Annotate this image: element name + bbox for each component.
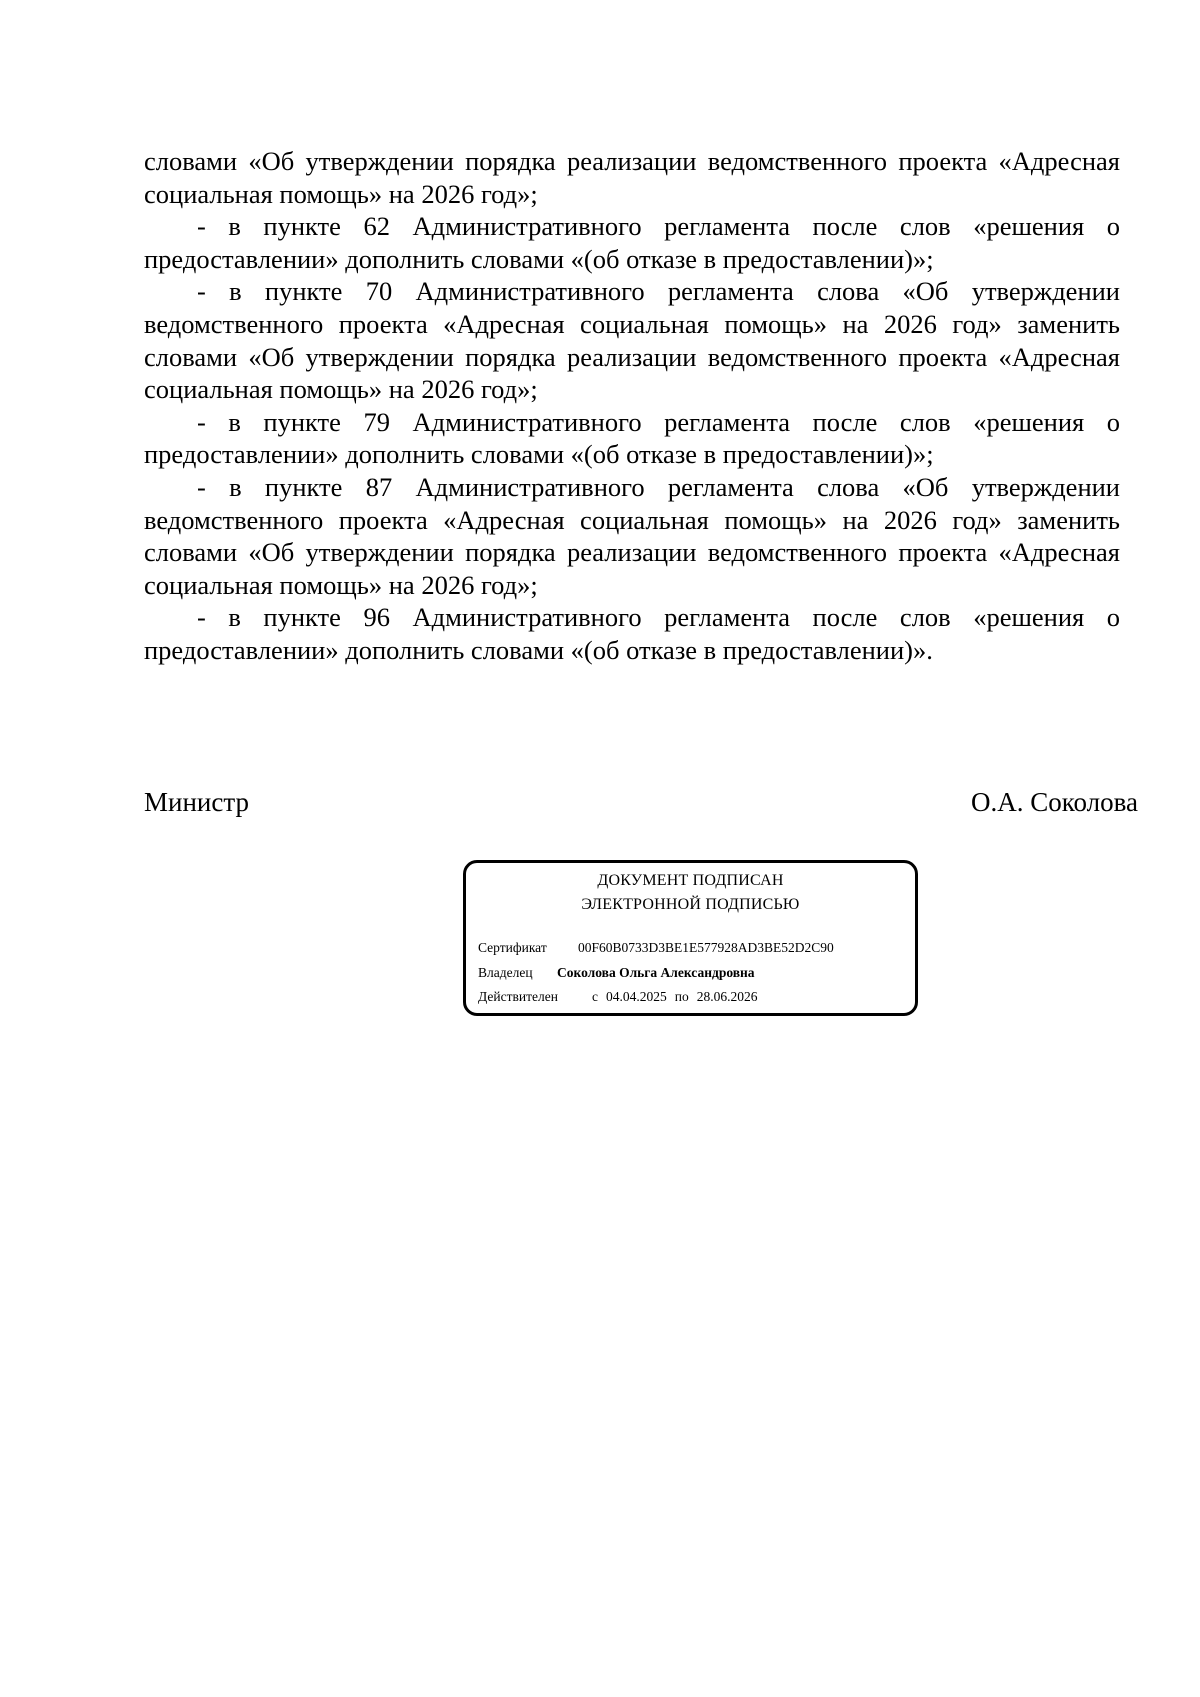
owner-value: Соколова Ольга Александровна <box>557 965 755 980</box>
valid-from-prefix: с <box>592 989 598 1004</box>
stamp-owner-row <box>478 964 755 982</box>
stamp-validity-row <box>478 988 757 1006</box>
signer-position: Министр <box>144 787 249 817</box>
paragraph-item-62: - в пункте 62 Административного регламента после слов «решения о предоставлении» дополнить словами «(об отказе в предоставлении)»; <box>144 211 1120 274</box>
certificate-value: 00F60B0733D3BE1E577928AD3BE52D2C90 <box>578 940 834 955</box>
validity-label: Действителен <box>478 989 558 1004</box>
stamp-certificate-row <box>478 939 834 957</box>
paragraph-item-70: - в пункте 70 Административного регламента слова «Об утверждении ведомственного проекта «Адресная социальная помощь» на 2026 год» заменить словами «Об утверждении порядка реализации ведомственного проекта «Адресная социальная помощь» на 2026 год»; <box>144 276 1120 405</box>
valid-to-date: 28.06.2026 <box>696 989 758 1004</box>
valid-from-date: 04.04.2025 <box>606 989 667 1004</box>
signature-block <box>144 786 1138 822</box>
paragraph-continuation: словами «Об утверждении порядка реализации ведомственного проекта «Адресная социальная помощь» на 2026 год»; <box>144 146 1120 209</box>
stamp-header <box>466 869 915 917</box>
signer-name: О.А. Соколова <box>971 787 1138 817</box>
valid-to-prefix: по <box>674 989 689 1004</box>
stamp-header-line-1: ДОКУМЕНТ ПОДПИСАН <box>597 872 784 889</box>
document-body <box>144 145 1120 667</box>
certificate-label: Сертификат <box>478 940 547 955</box>
paragraph-item-87: - в пункте 87 Административного регламента слова «Об утверждении ведомственного проекта «Адресная социальная помощь» на 2026 год» заменить словами «Об утверждении порядка реализации ведомственного проекта «Адресная социальная помощь» на 2026 год»; <box>144 471 1120 600</box>
paragraph-item-96: - в пункте 96 Административного регламента после слов «решения о предоставлении» дополнить словами «(об отказе в предоставлении)». <box>144 602 1120 665</box>
stamp-header-line-2: ЭЛЕКТРОННОЙ ПОДПИСЬЮ <box>581 896 800 913</box>
electronic-signature-stamp <box>463 860 918 1016</box>
owner-label: Владелец <box>478 965 533 980</box>
paragraph-item-79: - в пункте 79 Административного регламента после слов «решения о предоставлении» дополнить словами «(об отказе в предоставлении)»; <box>144 406 1120 470</box>
